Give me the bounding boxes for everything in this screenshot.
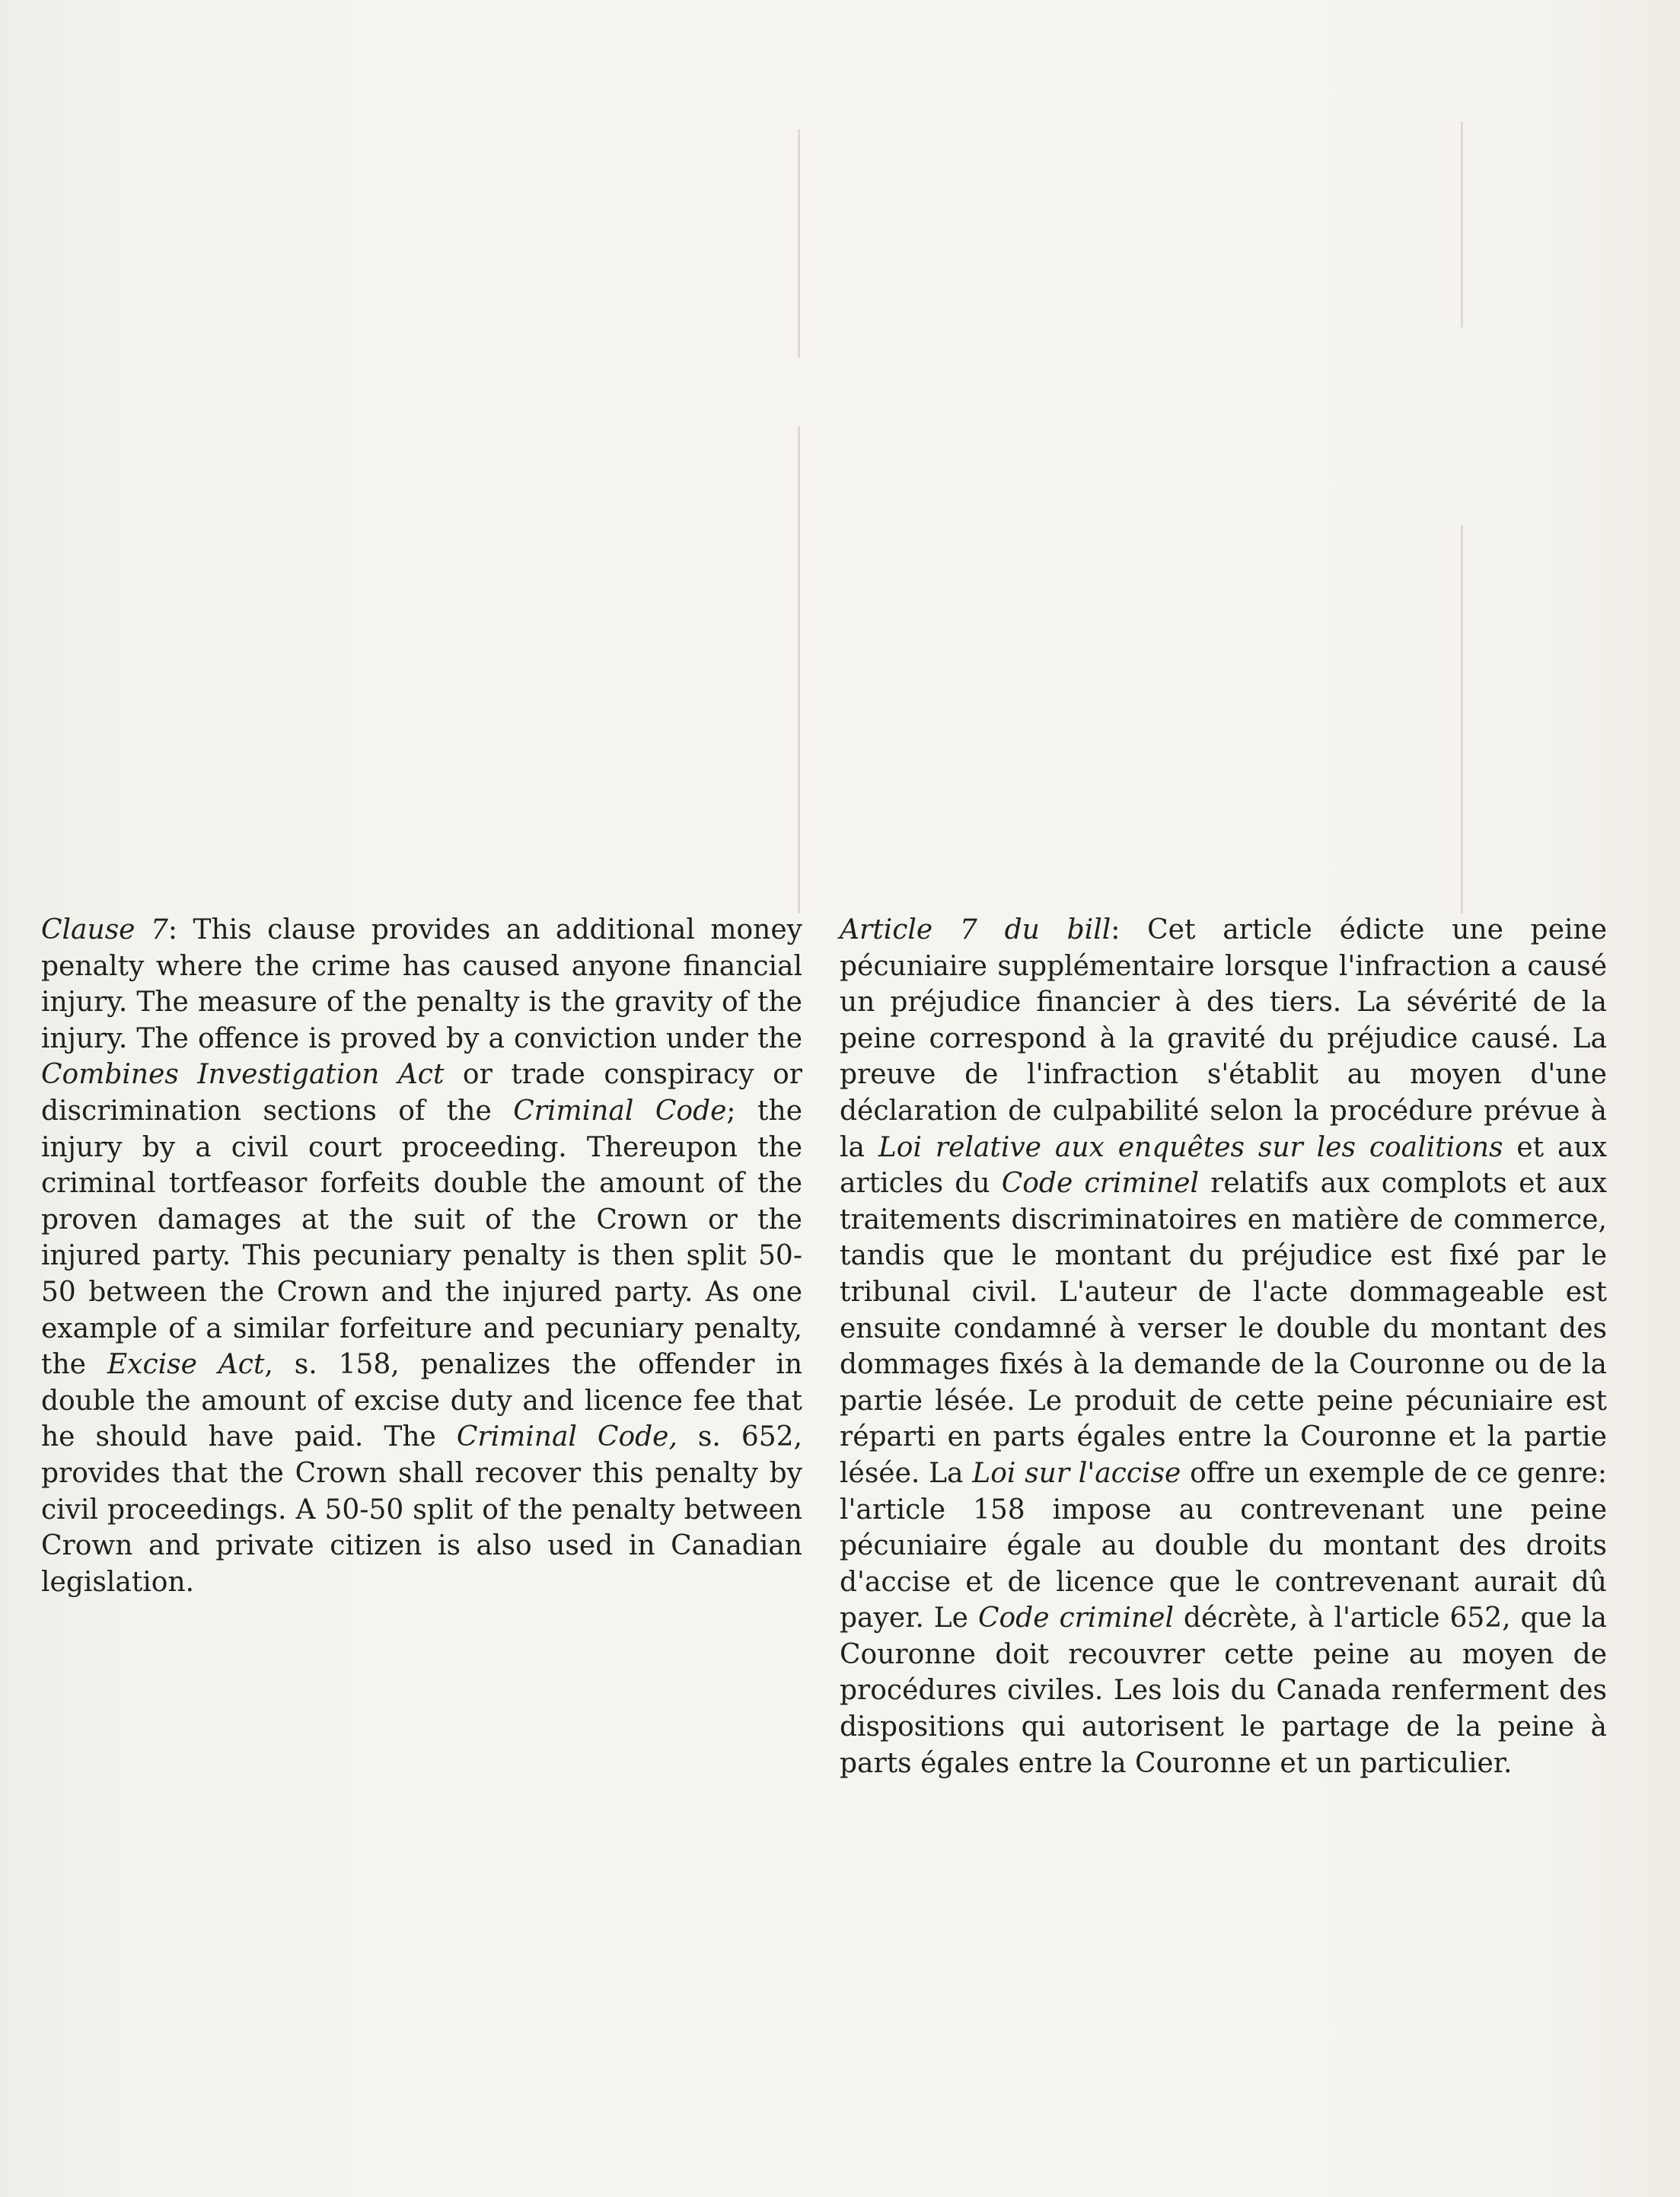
note-text: ; the injury by a civil court proceeding. Thereupon the criminal tortfeasor forfeits double the amount of the proven damages at the suit of the Crown or the injured party. This pecuniary penalty is then split 50-50 between the Crown and the injured party. As one example of a similar forfeiture and pecuniary penalty, the — [41, 1095, 803, 1381]
note-text: et aux articles du — [840, 1131, 1607, 1200]
act-title: Loi relative aux enquêtes sur les coalitions — [878, 1131, 1503, 1163]
show-through-rule — [798, 426, 800, 914]
article-label: Article 7 du bill — [840, 914, 1111, 945]
clause-label: Clause 7 — [41, 914, 168, 945]
act-title: Combines Investigation Act — [41, 1059, 445, 1091]
act-title: Loi sur l'accise — [972, 1457, 1181, 1489]
act-title: Code criminel — [1001, 1168, 1199, 1200]
note-text: : Cet article édicte une peine pécuniaire supplémentaire lorsque l'infraction a causé un préjudice financier à des tiers. La sévérité de la peine correspond à la gravité du préjudice causé. La preuve de l'infraction s'établit au moyen d'une déclaration de culpabilité selon la procédure prévue à la — [840, 914, 1607, 1163]
note-text: or trade conspiracy or discrimination sections of the — [41, 1059, 802, 1127]
note-text: s. 652, provides that the Crown shall recover this penalty by civil proceedings. A 50-50 split of the penalty between Crown and private citizen is also used in Canadian legislation. — [41, 1421, 802, 1598]
note-paragraph-english — [41, 912, 802, 1600]
explanatory-note-french — [840, 912, 1607, 1781]
act-title: Excise Act — [107, 1349, 265, 1381]
act-title: Criminal Code — [513, 1095, 727, 1127]
show-through-rule — [798, 129, 800, 358]
note-text: relatifs aux complots et aux traitements discriminatoires en matière de commerce, tandis que le montant du préjudice est fixé par le tribunal civil. L'auteur de l'acte dommageable est ensuite condamné à verser le double du montant des dommages fixés à la demande de la Couronne ou de la partie lésée. Le produit de cette peine pécuniaire est réparti en parts égales entre la Couronne et la partie lésée. La — [840, 1168, 1607, 1489]
note-paragraph-french — [840, 912, 1607, 1781]
note-text: décrète, à l'article 652, que la Couronne doit recouvrer cette peine au moyen de procédures civiles. Les lois du Canada renferment des dispositions qui autorisent le partage de la peine à parts égales entre la Couronne et un particulier. — [840, 1602, 1607, 1779]
note-text: : This clause provides an additional money penalty where the crime has caused anyone financial injury. The measure of the penalty is the gravity of the injury. The offence is proved by a conviction under the — [41, 914, 802, 1054]
act-title: Code criminel — [977, 1602, 1174, 1634]
note-text: , s. 158, penalizes the offender in double the amount of excise duty and licence fee that he should have paid. The — [41, 1349, 803, 1453]
note-text: offre un exemple de ce genre: l'article 158 impose au contrevenant une peine pécuniaire égale au double du montant des droits d'accise et de licence que le contrevenant aurait dû payer. Le — [840, 1457, 1608, 1634]
show-through-rule — [1461, 122, 1463, 327]
act-title: Criminal Code, — [456, 1421, 677, 1453]
explanatory-note-english — [41, 912, 802, 1600]
show-through-rule — [1461, 525, 1463, 914]
